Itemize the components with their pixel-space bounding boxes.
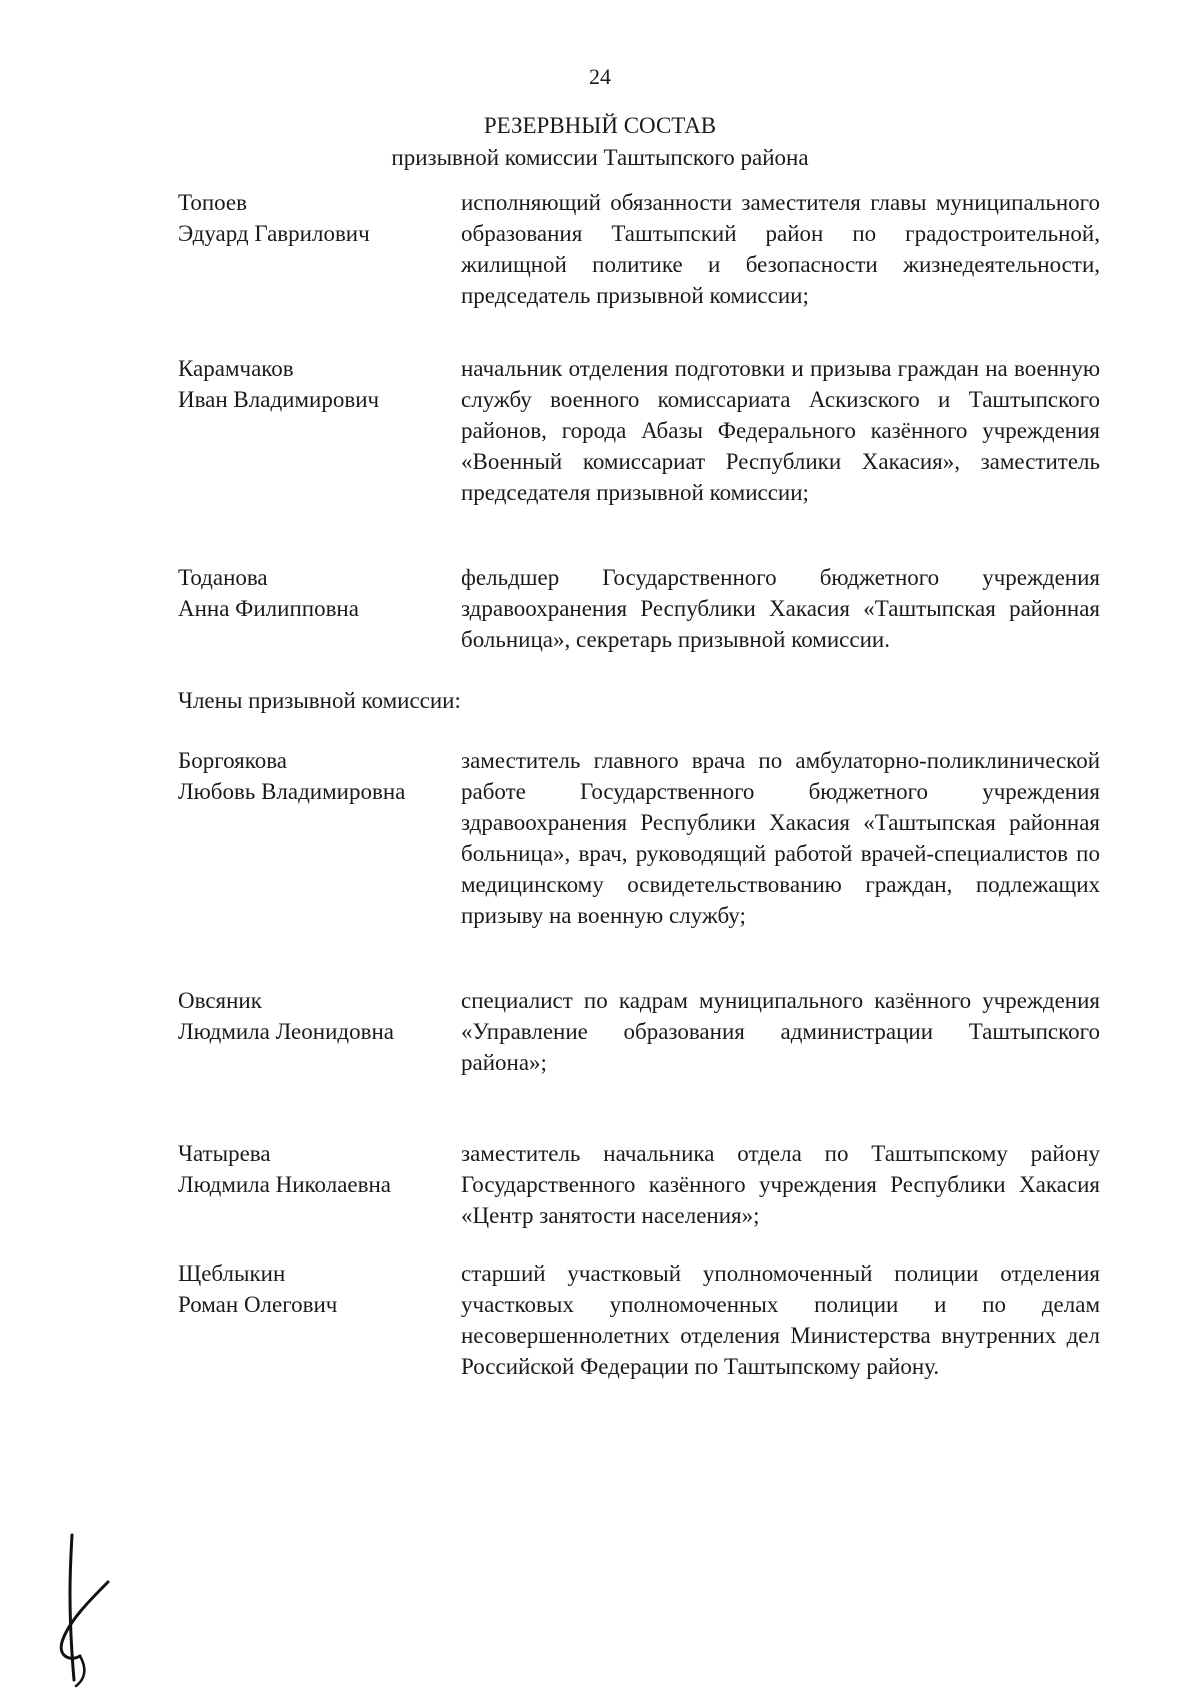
position-description: начальник отделения подготовки и призыва граждан на военную службу военного комиссариата Аскизского и Таштыпского районов, города Абазы Федерального казённого учреждения «Военный комиссариат Республики Хакасия», заместитель председателя призывной комиссии; — [461, 356, 1100, 505]
surname: Боргоякова — [178, 748, 287, 773]
title-line-1: РЕЗЕРВНЫЙ СОСТАВ — [483, 113, 717, 138]
given-names: Роман Олегович — [178, 1292, 338, 1317]
given-names: Эдуард Гаврилович — [178, 221, 370, 246]
surname: Щеблыкин — [178, 1261, 286, 1286]
given-names: Любовь Владимировна — [178, 779, 406, 804]
page-number: 24 — [589, 64, 611, 89]
given-names: Иван Владимирович — [178, 387, 380, 412]
position-description: заместитель главного врача по амбулаторно-поликлинической работе Государственного бюджетного учреждения здравоохранения Республики Хакасия «Таштыпская районная больница», врач, руководящий работой врачей-специалистов по медицинскому освидетельствованию граждан, подлежащих призыву на военную службу; — [461, 748, 1100, 928]
person-name — [178, 353, 448, 415]
document-title — [0, 110, 1200, 174]
position-description: специалист по кадрам муниципального казённого учреждения «Управление образования администрации Таштыпского района»; — [461, 988, 1100, 1075]
surname: Овсяник — [178, 988, 262, 1013]
person-name — [178, 985, 448, 1047]
surname: Чатырева — [178, 1141, 271, 1166]
person-name — [178, 745, 448, 807]
given-names: Людмила Николаевна — [178, 1172, 392, 1197]
surname: Топоев — [178, 190, 247, 215]
given-names: Людмила Леонидовна — [178, 1019, 394, 1044]
signature-mark — [40, 1530, 160, 1690]
position-description: фельдшер Государственного бюджетного учреждения здравоохранения Республики Хакасия «Таштыпская районная больница», секретарь призывной комиссии. — [461, 565, 1100, 652]
surname: Карамчаков — [178, 356, 294, 381]
position-description: заместитель начальника отдела по Таштыпскому району Государственного казённого учреждения Республики Хакасия «Центр занятости населения»; — [461, 1141, 1100, 1228]
position-description: исполняющий обязанности заместителя главы муниципального образования Таштыпский район по градостроительной, жилищной политике и безопасности жизнедеятельности, председатель призывной комиссии; — [461, 190, 1100, 308]
person-name — [178, 1258, 448, 1320]
members-heading: Члены призывной комиссии: — [178, 688, 461, 713]
title-line-2: призывной комиссии Таштыпского района — [391, 145, 809, 170]
position-description: старший участковый уполномоченный полиции отделения участковых уполномоченных полиции и по делам несовершеннолетних отделения Министерства внутренних дел Российской Федерации по Таштыпскому району. — [461, 1261, 1100, 1379]
person-name — [178, 562, 448, 624]
person-name — [178, 187, 448, 249]
person-name — [178, 1138, 448, 1200]
surname: Тоданова — [178, 565, 268, 590]
given-names: Анна Филипповна — [178, 596, 359, 621]
